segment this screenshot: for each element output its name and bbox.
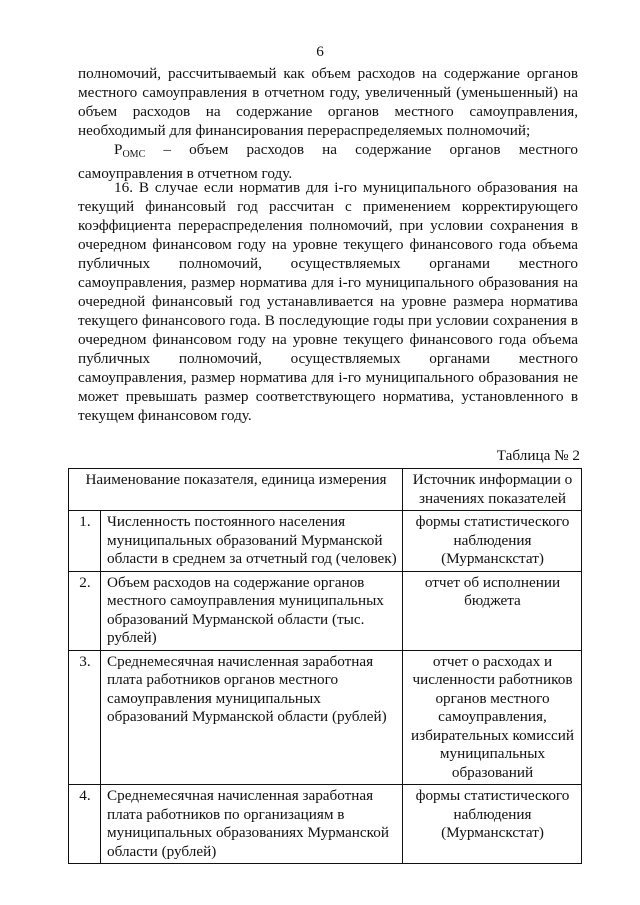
information-source: формы статистического наблюдения (Мурманскстат) [403,785,582,864]
information-source: формы статистического наблюдения (Мурманскстат) [403,511,582,572]
indicator-name: Среднемесячная начисленная заработная плата работников органов местного самоуправления муниципальных образований Мурманской области (рублей) [101,650,403,785]
table-header-row [69,469,582,511]
indicator-name: Численность постоянного населения муниципальных образований Мурманской области в среднем за отчетный год (человек) [101,511,403,572]
table-caption: Таблица № 2 [496,447,580,464]
table-row [69,785,582,864]
table-row [69,650,582,785]
definition-text: – объем расходов на содержание органов местного самоуправления в отчетном году. [78,141,578,182]
formula-subscript: ОМС [122,149,146,160]
information-source: отчет об исполнении бюджета [403,571,582,650]
page-number: 6 [316,43,324,60]
paragraph-definition [78,140,578,183]
row-number: 3. [69,650,101,785]
header-indicator-name: Наименование показателя, единица измерения [69,469,403,511]
row-number: 1. [69,511,101,572]
header-information-source: Источник информации о значениях показателей [403,469,582,511]
paragraph-clause-16: 16. В случае если норматив для i-го муниципального образования на текущий финансовый год рассчитан с применением корректирующего коэффициента перераспределения полномочий, при условии сохранения в очередном финансовом году на уровне текущего финансового года объема публичных полномочий, осуществляемых органами местного самоуправления, размер норматива для i-го муниципального образования на очередной финансовый год устанавливается на уровне размера норматива текущего финансового года. В последующие годы при условии сохранения в очередном финансовом году на уровне текущего финансового года объема публичных полномочий, осуществляемых органами местного самоуправления, размер норматива для i-го муниципального образования не может превышать размер соответствующего норматива, установленного в текущем финансовом году. [78,179,578,424]
formula-symbol: P [114,141,123,158]
table-row [69,571,582,650]
row-number: 2. [69,571,101,650]
row-number: 4. [69,785,101,864]
table-body [69,511,582,864]
indicator-name: Объем расходов на содержание органов местного самоуправления муниципальных образований Мурманской области (тыс. рублей) [101,571,403,650]
information-source: отчет о расходах и численности работников органов местного самоуправления, избирательных комиссий муниципальных образований [403,650,582,785]
paragraph-continuation: полномочий, рассчитываемый как объем расходов на содержание органов местного самоуправления в отчетном году, увеличенный (уменьшенный) на объем расходов на содержание органов местного самоуправления, необходимый для финансирования перераспределяемых полномочий; [78,65,578,139]
table-row [69,511,582,572]
indicators-table [68,468,582,864]
indicator-name: Среднемесячная начисленная заработная плата работников по организациям в муниципальных образованиях Мурманской области (рублей) [101,785,403,864]
